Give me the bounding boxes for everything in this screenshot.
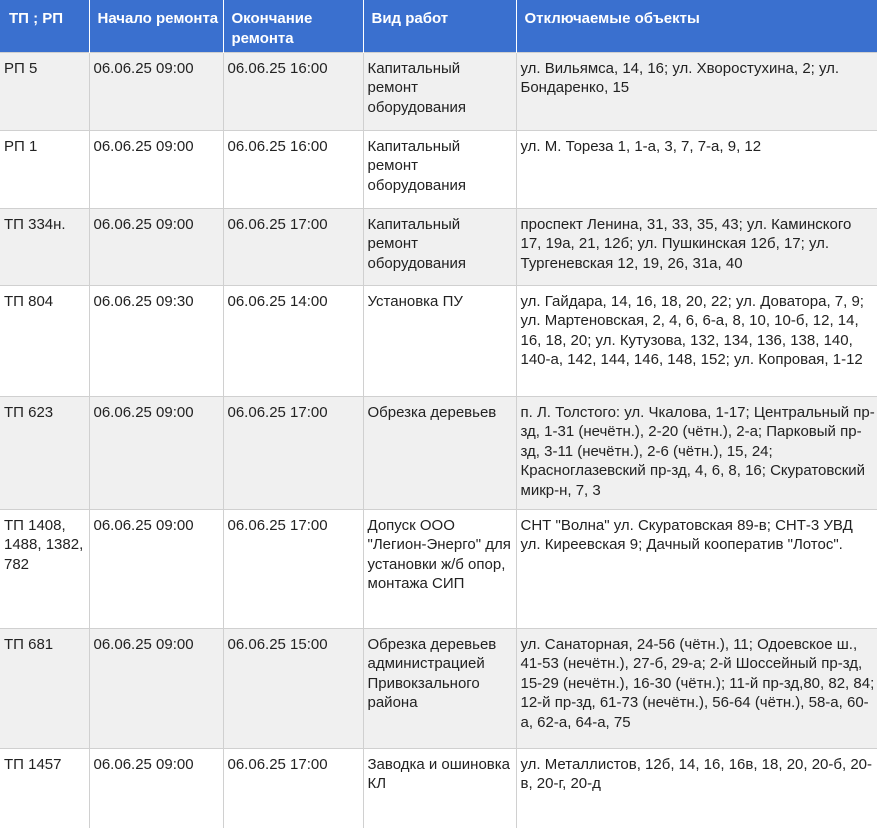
- cell-objects: ул. Санаторная, 24-56 (чётн.), 11; Одоевское ш., 41-53 (нечётн.), 27-б, 29-а; 2-й Шоссейный пр-зд, 15-29 (нечётн.), 16-30 (чётн.); 11-й пр-зд,80, 82, 84; 12-й пр-зд, 61-73 (нечётн.), 56-64 (чётн.), 58-а, 60-а, 62-а, 64-а, 75: [516, 628, 877, 748]
- table-body: [0, 52, 877, 828]
- cell-end: 06.06.25 17:00: [223, 748, 363, 828]
- header-work-type: Вид работ: [363, 0, 516, 52]
- cell-substation: ТП 623: [0, 396, 89, 509]
- table-row: [0, 396, 877, 509]
- cell-start: 06.06.25 09:00: [89, 396, 223, 509]
- cell-objects: проспект Ленина, 31, 33, 35, 43; ул. Каминского 17, 19а, 21, 12б; ул. Пушкинская 12б, 17; ул. Тургеневская 12, 19, 26, 31а, 40: [516, 208, 877, 285]
- table-row: [0, 52, 877, 130]
- cell-end: 06.06.25 15:00: [223, 628, 363, 748]
- header-objects: Отключаемые объекты: [516, 0, 877, 52]
- cell-objects: ул. Металлистов, 12б, 14, 16, 16в, 18, 20, 20-б, 20-в, 20-г, 20-д: [516, 748, 877, 828]
- table-row: [0, 509, 877, 628]
- table-row: [0, 748, 877, 828]
- cell-substation: РП 1: [0, 130, 89, 208]
- header-substation: ТП ; РП: [0, 0, 89, 52]
- cell-substation: ТП 334н.: [0, 208, 89, 285]
- table-row: [0, 130, 877, 208]
- cell-work-type: Установка ПУ: [363, 285, 516, 396]
- table-row: [0, 208, 877, 285]
- cell-end: 06.06.25 17:00: [223, 208, 363, 285]
- cell-end: 06.06.25 17:00: [223, 509, 363, 628]
- cell-start: 06.06.25 09:30: [89, 285, 223, 396]
- cell-work-type: Обрезка деревьев: [363, 396, 516, 509]
- cell-objects: СНТ "Волна" ул. Скуратовская 89-в; СНТ-3 УВД ул. Киреевская 9; Дачный кооператив "Лотос".: [516, 509, 877, 628]
- header-row: [0, 0, 877, 52]
- cell-objects: ул. М. Тореза 1, 1-а, 3, 7, 7-а, 9, 12: [516, 130, 877, 208]
- cell-work-type: Допуск ООО "Легион-Энерго" для установки ж/б опор, монтажа СИП: [363, 509, 516, 628]
- cell-objects: ул. Гайдара, 14, 16, 18, 20, 22; ул. Доватора, 7, 9; ул. Мартеновская, 2, 4, 6, 6-а, 8, 10, 10-б, 12, 14, 16, 18, 20; ул. Кутузова, 132, 134, 136, 138, 140, 140-а, 142, 144, 146, 148, 152; ул. Копровая, 1-12: [516, 285, 877, 396]
- cell-work-type: Заводка и ошиновка КЛ: [363, 748, 516, 828]
- table-row: [0, 285, 877, 396]
- cell-work-type: Капитальный ремонт оборудования: [363, 130, 516, 208]
- cell-substation: ТП 681: [0, 628, 89, 748]
- cell-substation: ТП 1457: [0, 748, 89, 828]
- cell-start: 06.06.25 09:00: [89, 509, 223, 628]
- cell-objects: п. Л. Толстого: ул. Чкалова, 1-17; Центральный пр-зд, 1-31 (нечётн.), 2-20 (чётн.), 2-а; Парковый пр-зд, 3-11 (нечётн.), 2-6 (чётн.), 15, 24; Красноглазевский пр-зд, 4, 6, 8, 16; Скуратовский микр-н, 7, 3: [516, 396, 877, 509]
- cell-work-type: Капитальный ремонт оборудования: [363, 208, 516, 285]
- cell-end: 06.06.25 14:00: [223, 285, 363, 396]
- cell-end: 06.06.25 17:00: [223, 396, 363, 509]
- cell-start: 06.06.25 09:00: [89, 748, 223, 828]
- cell-substation: ТП 804: [0, 285, 89, 396]
- cell-work-type: Капитальный ремонт оборудования: [363, 52, 516, 130]
- table-header: [0, 0, 877, 52]
- cell-substation: ТП 1408, 1488, 1382, 782: [0, 509, 89, 628]
- cell-start: 06.06.25 09:00: [89, 208, 223, 285]
- cell-start: 06.06.25 09:00: [89, 130, 223, 208]
- cell-end: 06.06.25 16:00: [223, 52, 363, 130]
- cell-objects: ул. Вильямса, 14, 16; ул. Хворостухина, 2; ул. Бондаренко, 15: [516, 52, 877, 130]
- cell-start: 06.06.25 09:00: [89, 52, 223, 130]
- header-start: Начало ремонта: [89, 0, 223, 52]
- table-row: [0, 628, 877, 748]
- header-end: Окончание ремонта: [223, 0, 363, 52]
- cell-start: 06.06.25 09:00: [89, 628, 223, 748]
- cell-end: 06.06.25 16:00: [223, 130, 363, 208]
- cell-work-type: Обрезка деревьев администрацией Привокзального района: [363, 628, 516, 748]
- cell-substation: РП 5: [0, 52, 89, 130]
